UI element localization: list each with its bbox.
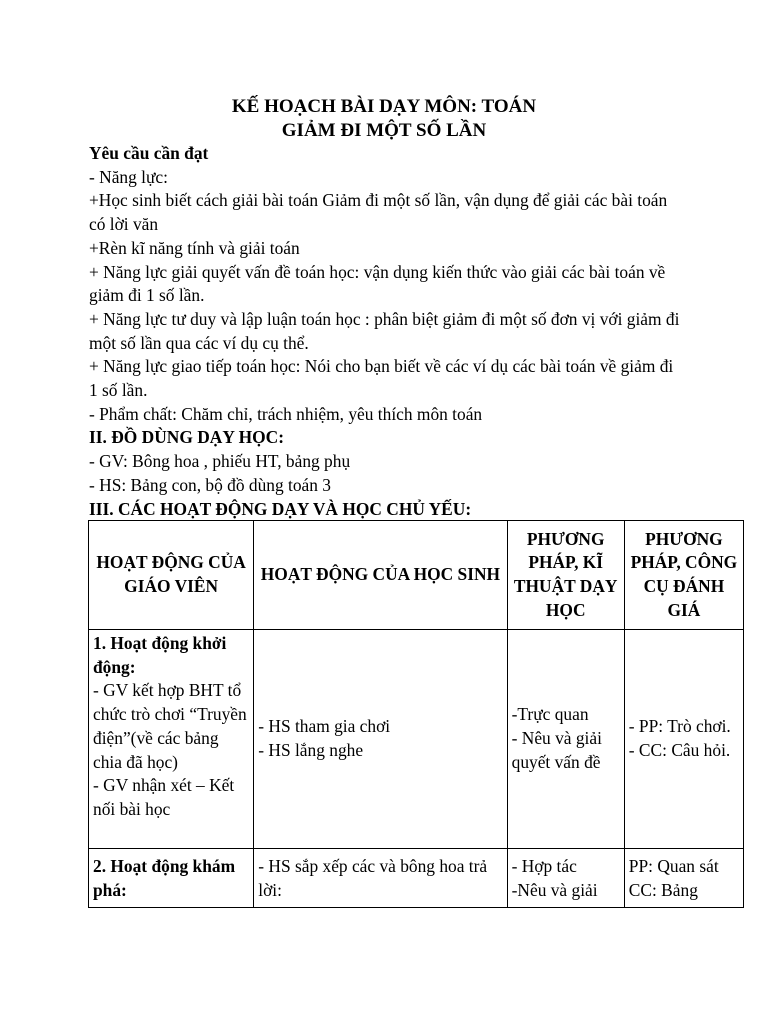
teacher-cell [89,849,254,908]
requirement-line: + Năng lực giải quyết vấn đề toán học: vận dụng kiến thức vào giải các bài toán về giảm đi 1 số lần. [89,261,666,306]
activities-heading: III. CÁC HOẠT ĐỘNG DẠY VÀ HỌC CHỦ YẾU: [89,498,472,519]
requirement-line: +Học sinh biết cách giải bài toán Giảm đi một số lần, vận dụng để giải các bài toán có lời văn [89,190,668,235]
requirement-line: - Phẩm chất: Chăm chỉ, trách nhiệm, yêu thích môn toán [89,403,483,424]
student-line: - HS sắp xếp các và bông hoa trả lời: [258,856,488,900]
materials-heading: II. ĐỒ DÙNG DẠY HỌC: [89,427,284,448]
activity-title: 1. Hoạt động khởi động: [93,633,227,677]
requirements-heading: Yêu cầu cần đạt [89,143,209,163]
teacher-line: - GV nhận xét – Kết nối bài học [93,775,235,819]
table-header-row [89,521,744,630]
lesson-title: GIẢM ĐI MỘT SỐ LẦN [281,120,487,141]
document-title: KẾ HOẠCH BÀI DẠY MÔN: TOÁN [231,96,537,117]
student-line: - HS lắng nghe [258,740,364,760]
assessment-cell [624,630,743,849]
assessment-line: CC: Bảng [628,879,698,900]
method-line: -Nêu và giải [511,879,598,900]
column-header-student: HOẠT ĐỘNG CỦA HỌC SINH [254,521,507,630]
method-line: -Trực quan [511,704,589,725]
materials-line: - HS: Bảng con, bộ đồ dùng toán 3 [89,474,331,495]
column-header-assessment: PHƯƠNG PHÁP, CÔNG CỤ ĐÁNH GIÁ [624,521,743,630]
column-header-teacher: HOẠT ĐỘNG CỦA GIÁO VIÊN [89,521,254,630]
requirement-line: +Rèn kĩ năng tính và giải toán [89,237,300,258]
requirement-line: - Năng lực: [89,166,168,187]
requirement-line: + Năng lực tư duy và lập luận toán học : phân biệt giảm đi một số đơn vị với giảm đi một số lần qua các ví dụ cụ thể. [89,308,680,353]
table-row [89,630,744,849]
assessment-line: PP: Quan sát [628,856,719,876]
method-line: - Hợp tác [511,856,577,876]
assessment-cell [624,849,743,908]
student-cell [254,849,507,908]
table-row [89,849,744,908]
method-cell [507,849,624,908]
teacher-cell [89,630,254,849]
column-header-method: PHƯƠNG PHÁP, KĨ THUẬT DẠY HỌC [507,521,624,630]
document-body [89,142,681,521]
teacher-line: - GV kết hợp BHT tổ chức trò chơi “Truyền điện”(về các bảng chia đã học) [93,680,247,772]
student-cell [254,630,507,849]
assessment-line: - CC: Câu hỏi. [628,740,731,760]
activities-table [88,520,744,908]
requirement-line: + Năng lực giao tiếp toán học: Nói cho bạn biết về các ví dụ các bài toán về giảm đi 1 số lần. [89,356,674,401]
assessment-line: - PP: Trò chơi. [628,716,731,737]
activity-title: 2. Hoạt động khám phá: [93,856,236,900]
method-line: - Nêu và giải quyết vấn đề [511,728,602,772]
materials-line: - GV: Bông hoa , phiếu HT, bảng phụ [89,451,351,472]
method-cell [507,630,624,849]
student-line: - HS tham gia chơi [258,716,391,737]
